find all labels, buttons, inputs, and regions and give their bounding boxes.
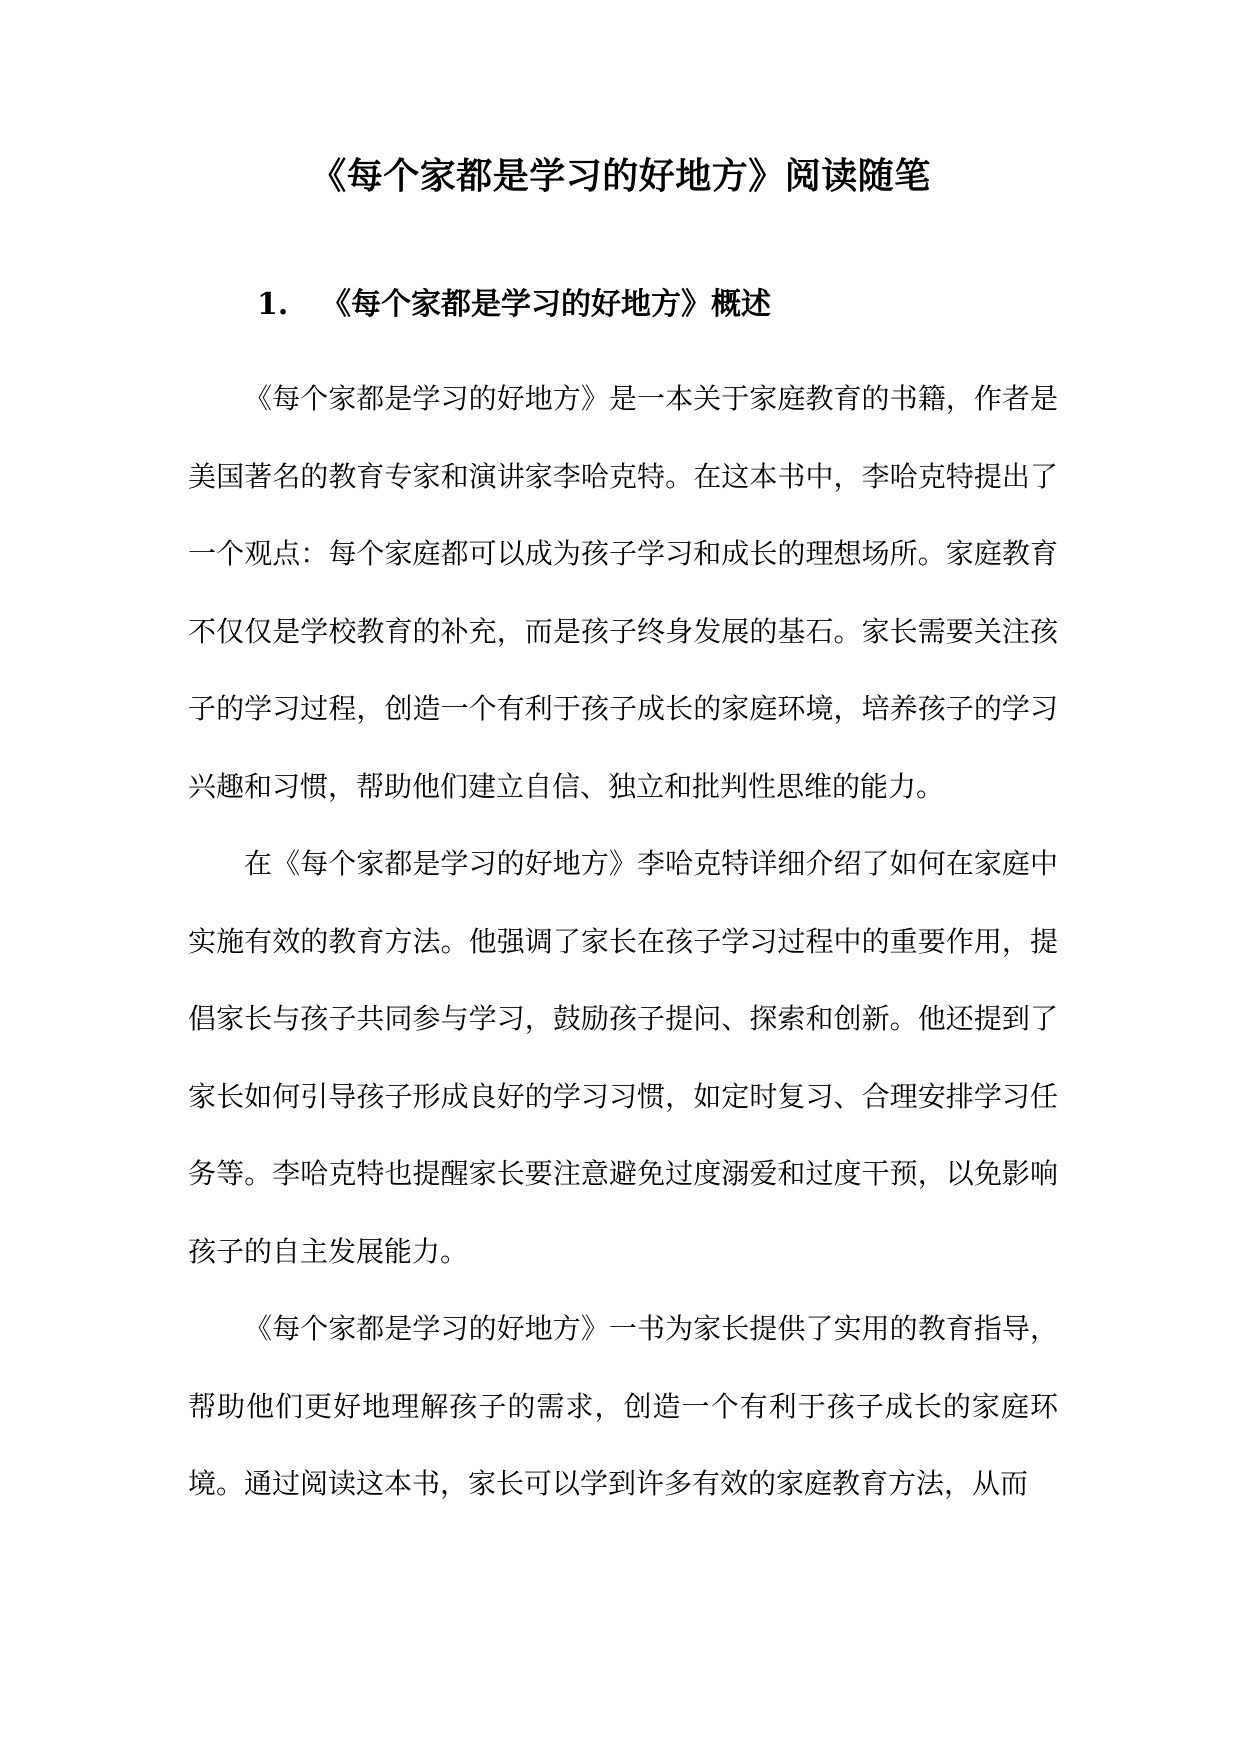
body-text	[188, 360, 1058, 1523]
paragraph: 在《每个家都是学习的好地方》李哈克特详细介绍了如何在家庭中实施有效的教育方法。他强调了家长在孩子学习过程中的重要作用，提倡家长与孩子共同参与学习，鼓励孩子提问、探索和创新。他还提到了家长如何引导孩子形成良好的学习习惯，如定时复习、合理安排学习任务等。李哈克特也提醒家长要注意避免过度溺爱和过度干预，以免影响孩子的自主发展能力。	[188, 847, 1058, 1268]
paragraph: 《每个家都是学习的好地方》一书为家长提供了实用的教育指导，帮助他们更好地理解孩子的需求，创造一个有利于孩子成长的家庭环境。通过阅读这本书，家长可以学到许多有效的家庭教育方法，从而	[188, 1312, 1058, 1500]
section-number: 1.	[257, 287, 289, 322]
document-title: 《每个家都是学习的好地方》阅读随笔	[310, 155, 931, 197]
paragraph: 《每个家都是学习的好地方》是一本关于家庭教育的书籍，作者是美国著名的教育专家和演讲家李哈克特。在这本书中，李哈克特提出了一个观点：每个家庭都可以成为孩子学习和成长的理想场所。家庭教育不仅仅是学校教育的补充，而是孩子终身发展的基石。家长需要关注孩子的学习过程，创造一个有利于孩子成长的家庭环境，培养孩子的学习兴趣和习惯，帮助他们建立自信、独立和批判性思维的能力。	[188, 382, 1058, 803]
section-heading-text: 《每个家都是学习的好地方》概述	[321, 287, 771, 322]
section-heading	[257, 280, 771, 330]
